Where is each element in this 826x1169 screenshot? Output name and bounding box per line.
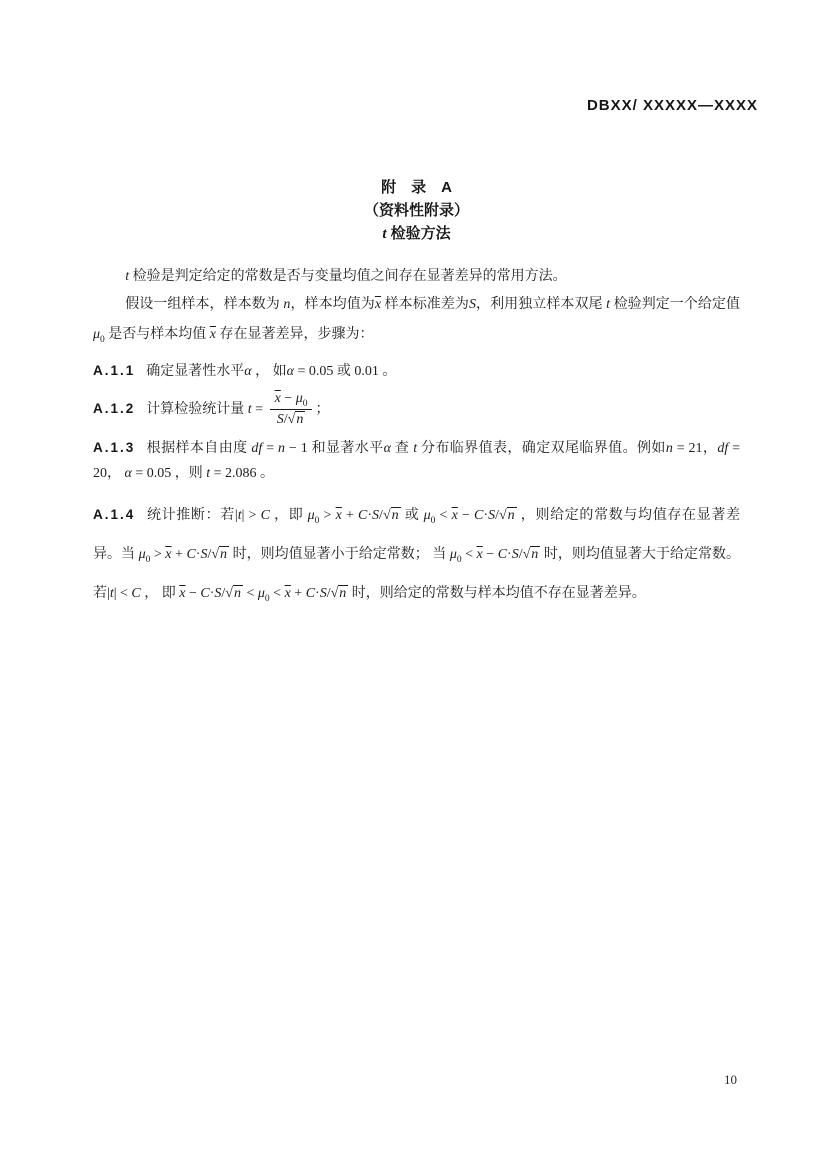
text-run: 查: [390, 441, 414, 456]
text-run: =: [251, 402, 267, 417]
text-run: t: [237, 508, 242, 523]
radical-sign: √: [330, 586, 339, 601]
text-run: $\overline{x}$: [274, 391, 281, 407]
text-run: 确定显著性水平: [146, 364, 245, 379]
text-run: C: [200, 586, 210, 601]
subscript: 0: [430, 515, 436, 526]
text-run: | <: [113, 586, 132, 601]
text-run: /: [283, 412, 288, 428]
clause-a1-4: [93, 495, 740, 613]
text-run: n: [531, 547, 539, 562]
text-run: 存在显著差异，步骤为：: [216, 327, 374, 342]
fraction-denominator: [270, 410, 313, 429]
clause-a1-2-label: A.1.2: [93, 401, 136, 416]
text-run: t: [382, 226, 387, 242]
text-run: ，即: [269, 508, 308, 523]
text-run: +: [171, 547, 187, 562]
document-code-header: DBXX/ XXXXX—XXXX: [586, 97, 758, 114]
text-run: μ: [138, 547, 146, 562]
text-run: ·: [209, 586, 215, 601]
text-run: α: [286, 364, 294, 379]
text-run: ·: [507, 547, 512, 562]
text-run: /: [518, 547, 523, 562]
text-run: = 0.05 ，则: [131, 466, 207, 481]
text-run: <: [242, 586, 258, 601]
radicand: [391, 507, 401, 523]
text-run: +: [290, 586, 306, 601]
clause-a1-1-text: [146, 364, 396, 379]
text-run: ·: [367, 508, 373, 523]
subscript: 0: [145, 554, 151, 565]
text-run: 或: [400, 508, 424, 523]
text-run: S: [276, 412, 284, 428]
clause-a1-4-label: A.1.4: [93, 507, 136, 522]
text-run: |: [107, 586, 110, 601]
text-run: t: [109, 586, 114, 601]
text-run: n: [296, 412, 304, 428]
text-run: $\overline{x}$: [374, 297, 382, 312]
document-content: [93, 176, 740, 613]
text-run: C: [260, 508, 270, 523]
text-run: C: [358, 508, 368, 523]
intro-paragraph-2: [93, 290, 740, 350]
subscript: 0: [100, 334, 105, 345]
radical-sign: √: [211, 547, 220, 562]
text-run: α: [244, 364, 252, 379]
text-run: t: [247, 402, 252, 417]
text-run: μ: [423, 508, 431, 523]
text-run: ；: [315, 402, 330, 417]
text-run: <: [269, 586, 285, 601]
radicand: [507, 507, 517, 523]
text-run: −: [482, 547, 498, 562]
text-run: C: [305, 586, 316, 601]
text-run: 假设一组样本，样本数为: [125, 297, 284, 312]
text-run: >: [319, 508, 336, 523]
text-run: $\overline{x}$: [179, 586, 186, 601]
page-number: 10: [724, 1072, 737, 1087]
subscript: 0: [456, 554, 462, 565]
text-run: 检验判定一个给定值: [610, 297, 741, 312]
text-run: n: [233, 586, 241, 601]
text-run: 计算检验统计量: [146, 402, 248, 417]
text-run: n: [278, 441, 285, 456]
clause-a1-3: [93, 435, 740, 486]
fraction: [270, 390, 313, 429]
text-run: >: [150, 547, 166, 562]
clause-a1-4-text: [93, 508, 741, 604]
appendix-title: 附 录 A: [381, 179, 452, 196]
radicand: [219, 546, 229, 562]
text-run: 检验是判定给定的常数是否与变量均值之间存在显著差异的常用方法。: [129, 269, 567, 284]
text-run: 样本标准差为: [381, 297, 469, 312]
text-run: = 20，: [93, 441, 741, 481]
text-run: ·: [315, 586, 320, 601]
text-run: /: [207, 547, 212, 562]
text-run: = 21，: [672, 441, 718, 456]
text-run: C: [474, 508, 484, 523]
clause-a1-2: [93, 388, 740, 431]
text-run: 检验方法: [386, 225, 451, 242]
text-run: n: [283, 297, 291, 312]
subscript: 0: [264, 593, 270, 604]
text-run: /: [495, 508, 499, 523]
sqrt-expression: [499, 507, 517, 523]
text-run: = 2.086 。: [210, 466, 275, 481]
clause-a1-3-label: A.1.3: [93, 440, 136, 455]
text-run: S: [214, 586, 222, 601]
appendix-method-title: [93, 222, 740, 246]
text-run: S: [468, 297, 476, 312]
radical-sign: √: [225, 586, 233, 601]
intro-paragraph-1: [93, 263, 740, 290]
appendix-title-block: [93, 176, 740, 246]
text-run: n: [391, 508, 399, 523]
text-run: α: [383, 441, 391, 456]
text-run: 时，则给定的常数与样本均值不存在显著差异。: [348, 586, 646, 601]
text-run: |: [234, 508, 238, 523]
fraction-numerator: [270, 390, 313, 410]
text-run: 根据样本自由度: [146, 441, 252, 456]
sqrt-expression: [211, 546, 229, 562]
text-run: C: [186, 547, 196, 562]
text-run: S: [372, 508, 380, 523]
radicand: [233, 585, 243, 601]
text-run: μ: [93, 327, 101, 342]
text-run: $\overline{x}$: [284, 586, 291, 601]
sqrt-expression: [288, 411, 306, 427]
text-run: n: [220, 547, 228, 562]
text-run: =: [262, 441, 278, 456]
text-run: 是否与样本均值: [104, 327, 210, 342]
clause-a1-2-text: [146, 391, 330, 428]
radicand: [295, 411, 305, 427]
subscript: 0: [302, 398, 308, 409]
text-run: ， 如: [251, 364, 287, 379]
clause-a1-1: [93, 358, 740, 385]
text-run: ·: [195, 547, 201, 562]
text-run: S: [319, 586, 327, 601]
text-run: $\overline{x}$: [476, 547, 483, 562]
text-run: t: [125, 269, 130, 284]
text-run: −: [457, 508, 475, 523]
text-run: S: [511, 547, 519, 562]
sqrt-expression: [523, 546, 541, 562]
text-run: C: [497, 547, 508, 562]
subscript: 0: [314, 515, 320, 526]
text-run: μ: [257, 586, 265, 601]
text-run: t: [413, 441, 418, 456]
text-run: df: [717, 441, 729, 456]
text-run: ，利用独立样本双尾: [475, 297, 607, 312]
text-run: α: [124, 466, 132, 481]
sqrt-expression: [383, 507, 401, 523]
text-run: μ: [295, 391, 303, 407]
text-run: S: [200, 547, 208, 562]
text-run: ，样本均值为: [290, 297, 375, 312]
text-run: μ: [307, 508, 315, 523]
text-run: 时，则均值显著大于给定常数。若: [93, 547, 741, 601]
text-run: −: [280, 391, 296, 407]
text-run: df: [251, 441, 263, 456]
clause-a1-3-text: [93, 441, 740, 481]
radical-sign: √: [498, 508, 507, 523]
text-run: $\overline{x}$: [335, 508, 342, 523]
text-run: − 1 和显著水平: [285, 441, 384, 456]
text-run: $\overline{x}$: [165, 547, 172, 562]
text-run: n: [507, 508, 515, 523]
text-run: C: [131, 586, 141, 601]
text-run: /: [379, 508, 383, 523]
clause-a1-1-label: A.1.1: [93, 363, 136, 378]
text-run: 分布临界值表，确定双尾临界值。例如: [417, 441, 666, 456]
text-run: /: [221, 586, 226, 601]
text-run: <: [435, 508, 452, 523]
text-run: $\overline{x}$: [209, 327, 216, 342]
text-run: μ: [449, 547, 457, 562]
text-run: t: [206, 466, 211, 481]
text-run: −: [185, 586, 201, 601]
sqrt-expression: [225, 585, 243, 601]
radical-sign: √: [382, 508, 391, 523]
text-run: = 0.05 或 0.01 。: [294, 364, 397, 379]
radicand: [530, 546, 540, 562]
radicand: [338, 585, 348, 601]
sqrt-expression: [331, 585, 349, 601]
text-run: <: [461, 547, 477, 562]
text-run: 时，则均值显著小于给定常数； 当: [229, 547, 450, 562]
radical-sign: √: [522, 547, 531, 562]
text-run: t: [606, 297, 611, 312]
text-run: n: [339, 586, 347, 601]
text-run: ，则给定的常数与均值存在显著差异。当: [93, 508, 741, 562]
text-run: +: [341, 508, 359, 523]
text-run: | >: [241, 508, 261, 523]
text-run: 统计推断：若: [146, 508, 235, 523]
text-run: S: [488, 508, 496, 523]
text-run: ·: [483, 508, 489, 523]
appendix-type-subtitle: （资料性附录）: [363, 202, 469, 219]
text-run: n: [665, 441, 673, 456]
text-run: /: [326, 586, 331, 601]
text-run: ， 即: [140, 586, 180, 601]
text-run: $\overline{x}$: [451, 508, 458, 523]
radical-sign: √: [287, 412, 296, 428]
